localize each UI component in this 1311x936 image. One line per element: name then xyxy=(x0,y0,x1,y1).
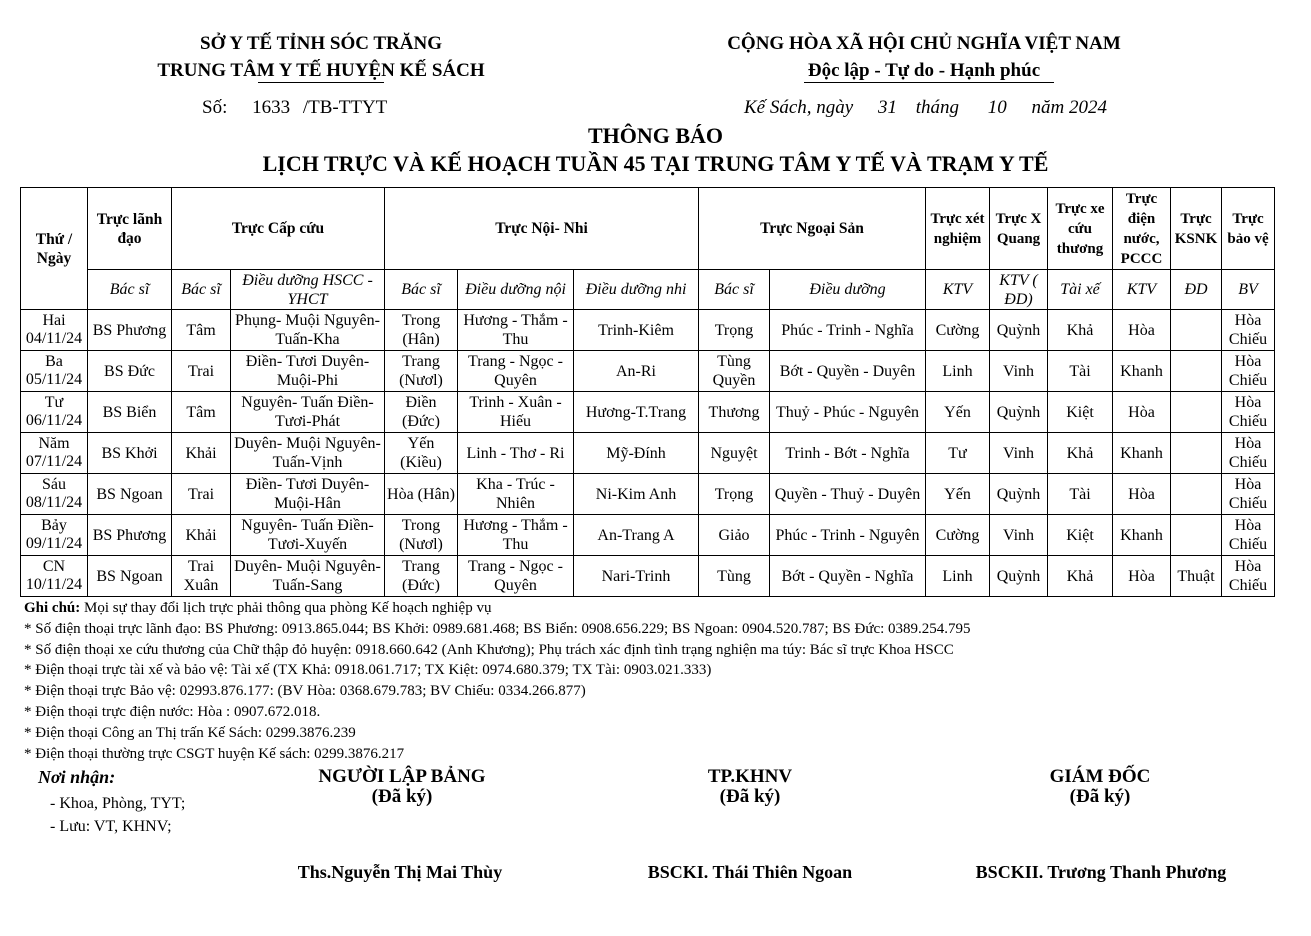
cell-guard: Hòa Chiếu xyxy=(1222,351,1275,392)
day-date: 06/11/24 xyxy=(25,412,83,429)
col-surgery: Trực Ngoại Sản xyxy=(699,188,926,270)
date-year: năm 2024 xyxy=(1031,97,1107,118)
cell-em-nurse: Phụng- Muội Nguyên- Tuấn-Kha xyxy=(231,310,385,351)
cell-ambulance: Kiệt xyxy=(1048,392,1113,433)
sig-title: NGƯỜI LẬP BẢNG xyxy=(318,766,486,787)
signature-director xyxy=(980,766,1220,808)
sub-ambulance: Tài xế xyxy=(1048,270,1113,310)
sig-title: TP.KHNV xyxy=(707,766,793,787)
cell-in-nurse-nhi: An-Trang A xyxy=(574,515,699,556)
cell-su-doctor: Thương xyxy=(699,392,770,433)
col-ambulance: Trực xe cứu thương xyxy=(1048,188,1113,270)
cell-guard: Hòa Chiếu xyxy=(1222,556,1275,597)
cell-lab: Yến xyxy=(926,474,990,515)
cell-xray: Vinh xyxy=(990,351,1048,392)
cell-in-nurse-nhi: Ni-Kim Anh xyxy=(574,474,699,515)
day-name: CN xyxy=(42,558,66,575)
signature-preparer xyxy=(282,766,522,808)
cell-in-doctor: Trong (Hân) xyxy=(385,310,458,351)
cell-su-nurse: Thuỷ - Phúc - Nguyên xyxy=(770,392,926,433)
cell-xray: Vinh xyxy=(990,515,1048,556)
cell-leader: BS Khởi xyxy=(88,433,172,474)
cell-su-nurse: Bớt - Quyền - Nghĩa xyxy=(770,556,926,597)
note-line: * Điện thoại trực điện nước: Hòa : 0907.672.018. xyxy=(24,703,321,720)
doc-number-code: /TB-TTYT xyxy=(302,97,388,118)
cell-xray: Quỳnh xyxy=(990,556,1048,597)
day-date: 10/11/24 xyxy=(25,576,83,593)
sig-signed: (Đã ký) xyxy=(371,786,433,807)
cell-in-doctor: Trang (Đức) xyxy=(385,556,458,597)
date-month-label: tháng xyxy=(915,97,960,118)
cell-ambulance: Khả xyxy=(1048,433,1113,474)
day-date: 04/11/24 xyxy=(25,330,83,347)
cell-in-nurse-noi: Trinh - Xuân - Hiếu xyxy=(458,392,574,433)
cell-day xyxy=(21,474,88,515)
cell-in-nurse-noi: Hương - Thắm - Thu xyxy=(458,515,574,556)
cell-in-nurse-noi: Linh - Thơ - Ri xyxy=(458,433,574,474)
table-row xyxy=(21,351,1275,392)
center-name: TRUNG TÂM Y TẾ HUYỆN KẾ SÁCH xyxy=(157,60,485,81)
sub-leader: Bác sĩ xyxy=(88,270,172,310)
cell-em-nurse: Nguyên- Tuấn Điền- Tươi-Xuyến xyxy=(231,515,385,556)
cell-xray: Quỳnh xyxy=(990,310,1048,351)
cell-em-nurse: Nguyên- Tuấn Điền- Tươi-Phát xyxy=(231,392,385,433)
cell-in-nurse-nhi: Trinh-Kiêm xyxy=(574,310,699,351)
cell-in-doctor: Điền (Đức) xyxy=(385,392,458,433)
sub-em-doctor: Bác sĩ xyxy=(172,270,231,310)
sub-utility: KTV xyxy=(1113,270,1171,310)
cell-leader: BS Phương xyxy=(88,515,172,556)
table-row xyxy=(21,556,1275,597)
cell-em-doctor: Tâm xyxy=(172,310,231,351)
day-name: Năm xyxy=(38,435,70,452)
col-xray: Trực X Quang xyxy=(990,188,1048,270)
cell-day xyxy=(21,351,88,392)
cell-ambulance: Tài xyxy=(1048,474,1113,515)
cell-in-nurse-nhi: Mỹ-Đính xyxy=(574,433,699,474)
notes-label: Ghi chú: xyxy=(24,600,81,616)
table-subheader-row xyxy=(21,270,1275,310)
sub-lab: KTV xyxy=(926,270,990,310)
table-row xyxy=(21,433,1275,474)
cell-em-doctor: Trai Xuân xyxy=(172,556,231,597)
recipient-item: - Khoa, Phòng, TYT; xyxy=(50,795,186,812)
sig-khnv-name: BSCKI. Thái Thiên Ngoan xyxy=(647,862,853,882)
cell-utility: Hòa xyxy=(1113,310,1171,351)
cell-leader: BS Ngoan xyxy=(88,556,172,597)
table-row xyxy=(21,392,1275,433)
day-date: 08/11/24 xyxy=(25,494,83,511)
cell-utility: Hòa xyxy=(1113,392,1171,433)
cell-xray: Quỳnh xyxy=(990,474,1048,515)
day-date: 07/11/24 xyxy=(25,453,83,470)
cell-xray: Quỳnh xyxy=(990,392,1048,433)
cell-em-doctor: Khải xyxy=(172,433,231,474)
cell-ksnk xyxy=(1171,474,1222,515)
table-header-row xyxy=(21,188,1275,270)
cell-leader: BS Ngoan xyxy=(88,474,172,515)
cell-ksnk xyxy=(1171,351,1222,392)
table-row xyxy=(21,474,1275,515)
cell-ambulance: Khả xyxy=(1048,556,1113,597)
cell-guard: Hòa Chiếu xyxy=(1222,515,1275,556)
cell-lab: Yến xyxy=(926,392,990,433)
cell-su-doctor: Nguyệt xyxy=(699,433,770,474)
note-line: * Điện thoại Công an Thị trấn Kế Sách: 0299.3876.239 xyxy=(24,724,356,741)
sig-director-name: BSCKII. Trương Thanh Phương xyxy=(975,862,1227,882)
recipients-list xyxy=(50,792,185,838)
cell-em-doctor: Khải xyxy=(172,515,231,556)
cell-in-nurse-noi: Kha - Trúc - Nhiên xyxy=(458,474,574,515)
cell-utility: Hòa xyxy=(1113,474,1171,515)
note-line: * Điện thoại trực tài xế và bảo vệ: Tài xế (TX Khả: 0918.061.717; TX Kiệt: 0974.680.379; TX Tài: 0903.021.333) xyxy=(24,662,712,679)
cell-lab: Cường xyxy=(926,310,990,351)
duty-schedule-table xyxy=(20,187,1275,597)
cell-lab: Tư xyxy=(926,433,990,474)
cell-su-doctor: Tùng xyxy=(699,556,770,597)
cell-leader: BS Phương xyxy=(88,310,172,351)
cell-leader: BS Biển xyxy=(88,392,172,433)
table-body xyxy=(21,310,1275,597)
signature-khnv xyxy=(630,766,870,808)
notes-section xyxy=(24,598,971,764)
note-line: * Điện thoại trực Bảo vệ: 02993.876.177: (BV Hòa: 0368.679.783; BV Chiếu: 0334.266.877) xyxy=(24,683,586,700)
day-name: Tư xyxy=(44,394,64,411)
doc-date xyxy=(744,97,1107,119)
header-right-rule xyxy=(804,82,1054,83)
day-name: Ba xyxy=(45,353,63,370)
cell-in-nurse-nhi: Hương-T.Trang xyxy=(574,392,699,433)
cell-su-nurse: Trinh - Bớt - Nghĩa xyxy=(770,433,926,474)
cell-ksnk: Thuật xyxy=(1171,556,1222,597)
cell-em-nurse: Duyên- Muội Nguyên- Tuấn-Vịnh xyxy=(231,433,385,474)
col-leader: Trực lãnh đạo xyxy=(88,188,172,270)
cell-em-nurse: Điền- Tươi Duyên- Muội-Hân xyxy=(231,474,385,515)
cell-in-nurse-nhi: An-Ri xyxy=(574,351,699,392)
table-row xyxy=(21,515,1275,556)
cell-lab: Linh xyxy=(926,556,990,597)
cell-su-nurse: Phúc - Trinh - Nghĩa xyxy=(770,310,926,351)
sig-title: GIÁM ĐỐC xyxy=(1049,766,1151,787)
sub-guard: BV xyxy=(1222,270,1275,310)
cell-ambulance: Tài xyxy=(1048,351,1113,392)
cell-in-doctor: Trong (Nươl) xyxy=(385,515,458,556)
cell-utility: Khanh xyxy=(1113,433,1171,474)
day-date: 05/11/24 xyxy=(25,371,83,388)
col-utility: Trực điện nước, PCCC xyxy=(1113,188,1171,270)
notes-main xyxy=(24,598,971,619)
sub-su-nurse: Điều dưỡng xyxy=(770,270,926,310)
recipient-item: - Lưu: VT, KHNV; xyxy=(50,818,172,835)
cell-leader: BS Đức xyxy=(88,351,172,392)
sub-xray: KTV ( ĐD) xyxy=(990,270,1048,310)
sub-in-nurse-nhi: Điều dưỡng nhi xyxy=(574,270,699,310)
cell-su-doctor: Tùng Quyền xyxy=(699,351,770,392)
sig-preparer-name: Ths.Nguyễn Thị Mai Thùy xyxy=(297,862,503,882)
cell-in-doctor: Yến (Kiều) xyxy=(385,433,458,474)
doc-number-label: Số: xyxy=(202,97,228,118)
doc-number-value: 1633 xyxy=(252,97,291,118)
agency-name: SỞ Y TẾ TỈNH SÓC TRĂNG xyxy=(200,33,442,54)
motto: Độc lập - Tự do - Hạnh phúc xyxy=(807,60,1041,81)
col-lab: Trực xét nghiệm xyxy=(926,188,990,270)
doc-number xyxy=(202,97,387,119)
cell-em-doctor: Tâm xyxy=(172,392,231,433)
sub-ksnk: ĐD xyxy=(1171,270,1222,310)
col-internal: Trực Nội- Nhi xyxy=(385,188,699,270)
cell-in-nurse-nhi: Nari-Trinh xyxy=(574,556,699,597)
cell-em-nurse: Duyên- Muội Nguyên- Tuấn-Sang xyxy=(231,556,385,597)
cell-day xyxy=(21,515,88,556)
sig-signed: (Đã ký) xyxy=(1069,786,1131,807)
cell-ksnk xyxy=(1171,515,1222,556)
cell-su-doctor: Trọng xyxy=(699,474,770,515)
cell-guard: Hòa Chiếu xyxy=(1222,392,1275,433)
cell-guard: Hòa Chiếu xyxy=(1222,310,1275,351)
cell-lab: Cường xyxy=(926,515,990,556)
date-day: 31 xyxy=(877,97,897,118)
cell-xray: Vinh xyxy=(990,433,1048,474)
cell-su-doctor: Giảo xyxy=(699,515,770,556)
doc-subtitle: LỊCH TRỰC VÀ KẾ HOẠCH TUẦN 45 TẠI TRUNG TÂM Y TẾ VÀ TRẠM Y TẾ xyxy=(262,151,1049,176)
cell-ksnk xyxy=(1171,392,1222,433)
col-guard: Trực bảo vệ xyxy=(1222,188,1275,270)
note-line: * Điện thoại thường trực CSGT huyện Kế sách: 0299.3876.217 xyxy=(24,745,405,762)
cell-su-nurse: Quyền - Thuỷ - Duyên xyxy=(770,474,926,515)
cell-day xyxy=(21,556,88,597)
cell-in-nurse-noi: Trang - Ngọc - Quyên xyxy=(458,351,574,392)
cell-utility: Khanh xyxy=(1113,351,1171,392)
cell-su-nurse: Phúc - Trinh - Nguyên xyxy=(770,515,926,556)
country-name: CỘNG HÒA XÃ HỘI CHỦ NGHĨA VIỆT NAM xyxy=(727,33,1121,54)
day-name: Hai xyxy=(42,312,66,329)
cell-in-doctor: Trang (Nươl) xyxy=(385,351,458,392)
col-ksnk: Trực KSNK xyxy=(1171,188,1222,270)
cell-em-nurse: Điền- Tươi Duyên- Muội-Phi xyxy=(231,351,385,392)
header-left-rule xyxy=(258,82,384,83)
cell-guard: Hòa Chiếu xyxy=(1222,474,1275,515)
cell-ksnk xyxy=(1171,310,1222,351)
sig-signed: (Đã ký) xyxy=(719,786,781,807)
day-name: Bảy xyxy=(41,517,67,534)
cell-day xyxy=(21,392,88,433)
cell-ambulance: Khả xyxy=(1048,310,1113,351)
cell-ksnk xyxy=(1171,433,1222,474)
day-date: 09/11/24 xyxy=(25,535,83,552)
table-row xyxy=(21,310,1275,351)
cell-su-nurse: Bớt - Quyền - Duyên xyxy=(770,351,926,392)
note-line: * Số điện thoại trực lãnh đạo: BS Phương: 0913.865.044; BS Khởi: 0989.681.468; BS Biển: 0908.656.229; BS Ngoan: 0904.520.787; BS Đức: 0389.254.795 xyxy=(24,620,971,637)
col-emergency: Trực Cấp cứu xyxy=(172,188,385,270)
cell-in-nurse-noi: Trang - Ngọc - Quyên xyxy=(458,556,574,597)
col-day: Thứ / Ngày xyxy=(21,188,88,310)
sub-in-doctor: Bác sĩ xyxy=(385,270,458,310)
sub-in-nurse-noi: Điều dưỡng nội xyxy=(458,270,574,310)
cell-in-doctor: Hòa (Hân) xyxy=(385,474,458,515)
header-right xyxy=(690,30,1158,84)
cell-in-nurse-noi: Hương - Thắm - Thu xyxy=(458,310,574,351)
sub-su-doctor: Bác sĩ xyxy=(699,270,770,310)
header-left xyxy=(96,30,546,84)
day-name: Sáu xyxy=(42,476,66,493)
cell-day xyxy=(21,310,88,351)
cell-lab: Linh xyxy=(926,351,990,392)
cell-utility: Hòa xyxy=(1113,556,1171,597)
note-line: * Số điện thoại xe cứu thương của Chữ thập đỏ huyện: 0918.660.642 (Anh Khương); Phụ trách xác định tình trạng nghiện ma túy: Bác sĩ trực Khoa HSCC xyxy=(24,641,954,658)
notes-main-text: Mọi sự thay đổi lịch trực phải thông qua phòng Kế hoạch nghiệp vụ xyxy=(84,600,492,616)
cell-su-doctor: Trọng xyxy=(699,310,770,351)
cell-guard: Hòa Chiếu xyxy=(1222,433,1275,474)
doc-title: THÔNG BÁO xyxy=(587,123,724,148)
cell-utility: Khanh xyxy=(1113,515,1171,556)
cell-day xyxy=(21,433,88,474)
recipients-label: Nơi nhận: xyxy=(38,767,116,787)
date-place: Kế Sách, ngày xyxy=(744,97,854,118)
cell-ambulance: Kiệt xyxy=(1048,515,1113,556)
sub-em-nurse: Điều dưỡng HSCC - YHCT xyxy=(231,270,385,310)
cell-em-doctor: Trai xyxy=(172,474,231,515)
cell-em-doctor: Trai xyxy=(172,351,231,392)
date-month: 10 xyxy=(987,97,1007,118)
